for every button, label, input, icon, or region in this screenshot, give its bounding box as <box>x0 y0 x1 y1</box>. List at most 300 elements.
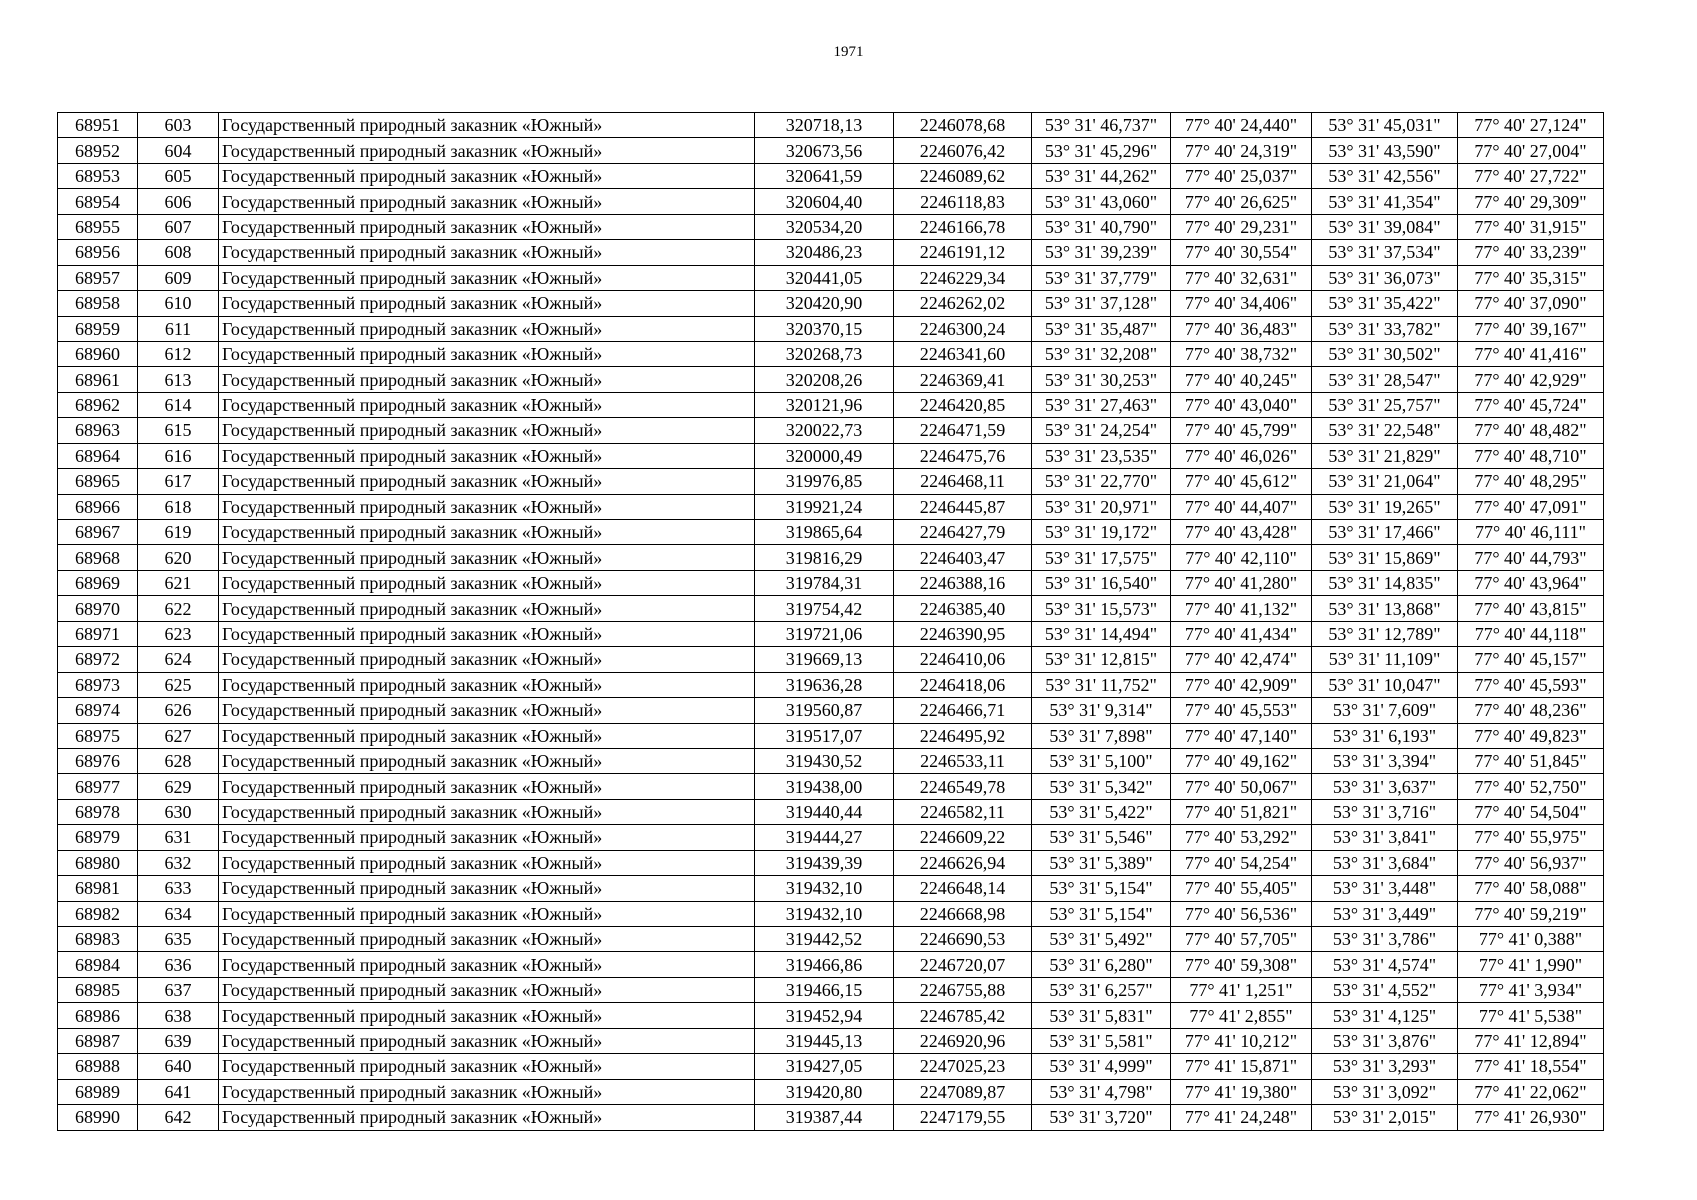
longitude-2-cell: 77° 41' 12,894" <box>1458 1028 1604 1053</box>
territory-name-cell: Государственный природный заказник «Южный» <box>219 316 755 341</box>
y-coordinate-cell: 2246609,22 <box>894 825 1032 850</box>
longitude-1-cell: 77° 40' 24,440" <box>1171 113 1312 138</box>
point-number-cell: 632 <box>138 850 219 875</box>
longitude-1-cell: 77° 40' 43,428" <box>1171 520 1312 545</box>
longitude-2-cell: 77° 40' 51,845" <box>1458 748 1604 773</box>
latitude-2-cell: 53° 31' 15,869" <box>1312 545 1458 570</box>
latitude-1-cell: 53° 31' 5,546" <box>1032 825 1171 850</box>
longitude-2-cell: 77° 40' 48,482" <box>1458 418 1604 443</box>
table-row <box>58 901 1604 926</box>
x-coordinate-cell: 319517,07 <box>755 723 894 748</box>
table-row <box>58 469 1604 494</box>
longitude-1-cell: 77° 40' 55,405" <box>1171 876 1312 901</box>
territory-name-cell: Государственный природный заказник «Южный» <box>219 341 755 366</box>
table-row <box>58 113 1604 138</box>
territory-name-cell: Государственный природный заказник «Южный» <box>219 265 755 290</box>
x-coordinate-cell: 320370,15 <box>755 316 894 341</box>
territory-name-cell: Государственный природный заказник «Южный» <box>219 698 755 723</box>
longitude-1-cell: 77° 40' 45,799" <box>1171 418 1312 443</box>
longitude-2-cell: 77° 40' 47,091" <box>1458 494 1604 519</box>
table-row <box>58 799 1604 824</box>
table-row <box>58 927 1604 952</box>
latitude-1-cell: 53° 31' 30,253" <box>1032 367 1171 392</box>
longitude-1-cell: 77° 40' 25,037" <box>1171 163 1312 188</box>
longitude-2-cell: 77° 40' 35,315" <box>1458 265 1604 290</box>
table-row <box>58 952 1604 977</box>
y-coordinate-cell: 2246390,95 <box>894 621 1032 646</box>
table-row <box>58 520 1604 545</box>
point-number-cell: 627 <box>138 723 219 748</box>
longitude-1-cell: 77° 40' 56,536" <box>1171 901 1312 926</box>
record-id-cell: 68989 <box>58 1079 138 1104</box>
territory-name-cell: Государственный природный заказник «Южный» <box>219 825 755 850</box>
table-row <box>58 1079 1604 1104</box>
territory-name-cell: Государственный природный заказник «Южный» <box>219 392 755 417</box>
x-coordinate-cell: 319440,44 <box>755 799 894 824</box>
latitude-2-cell: 53° 31' 4,574" <box>1312 952 1458 977</box>
table-row <box>58 240 1604 265</box>
y-coordinate-cell: 2246720,07 <box>894 952 1032 977</box>
latitude-2-cell: 53° 31' 17,466" <box>1312 520 1458 545</box>
latitude-2-cell: 53° 31' 41,354" <box>1312 189 1458 214</box>
x-coordinate-cell: 319445,13 <box>755 1028 894 1053</box>
point-number-cell: 636 <box>138 952 219 977</box>
x-coordinate-cell: 320022,73 <box>755 418 894 443</box>
latitude-1-cell: 53° 31' 22,770" <box>1032 469 1171 494</box>
y-coordinate-cell: 2246388,16 <box>894 570 1032 595</box>
y-coordinate-cell: 2246755,88 <box>894 977 1032 1002</box>
record-id-cell: 68982 <box>58 901 138 926</box>
x-coordinate-cell: 319444,27 <box>755 825 894 850</box>
point-number-cell: 623 <box>138 621 219 646</box>
x-coordinate-cell: 319430,52 <box>755 748 894 773</box>
record-id-cell: 68984 <box>58 952 138 977</box>
point-number-cell: 605 <box>138 163 219 188</box>
latitude-2-cell: 53° 31' 3,841" <box>1312 825 1458 850</box>
table-row <box>58 698 1604 723</box>
y-coordinate-cell: 2246420,85 <box>894 392 1032 417</box>
point-number-cell: 625 <box>138 672 219 697</box>
latitude-2-cell: 53° 31' 43,590" <box>1312 138 1458 163</box>
point-number-cell: 606 <box>138 189 219 214</box>
record-id-cell: 68965 <box>58 469 138 494</box>
longitude-1-cell: 77° 40' 32,631" <box>1171 265 1312 290</box>
table-row <box>58 418 1604 443</box>
x-coordinate-cell: 319560,87 <box>755 698 894 723</box>
longitude-1-cell: 77° 41' 19,380" <box>1171 1079 1312 1104</box>
record-id-cell: 68981 <box>58 876 138 901</box>
latitude-1-cell: 53° 31' 16,540" <box>1032 570 1171 595</box>
longitude-2-cell: 77° 40' 49,823" <box>1458 723 1604 748</box>
latitude-1-cell: 53° 31' 6,280" <box>1032 952 1171 977</box>
point-number-cell: 631 <box>138 825 219 850</box>
y-coordinate-cell: 2246668,98 <box>894 901 1032 926</box>
longitude-1-cell: 77° 40' 45,553" <box>1171 698 1312 723</box>
latitude-2-cell: 53° 31' 13,868" <box>1312 596 1458 621</box>
latitude-1-cell: 53° 31' 5,422" <box>1032 799 1171 824</box>
point-number-cell: 603 <box>138 113 219 138</box>
latitude-1-cell: 53° 31' 5,342" <box>1032 774 1171 799</box>
x-coordinate-cell: 320000,49 <box>755 443 894 468</box>
longitude-2-cell: 77° 40' 41,416" <box>1458 341 1604 366</box>
latitude-1-cell: 53° 31' 37,779" <box>1032 265 1171 290</box>
y-coordinate-cell: 2246300,24 <box>894 316 1032 341</box>
territory-name-cell: Государственный природный заказник «Южный» <box>219 977 755 1002</box>
latitude-1-cell: 53° 31' 44,262" <box>1032 163 1171 188</box>
table-row <box>58 825 1604 850</box>
y-coordinate-cell: 2246495,92 <box>894 723 1032 748</box>
x-coordinate-cell: 320604,40 <box>755 189 894 214</box>
point-number-cell: 607 <box>138 214 219 239</box>
longitude-1-cell: 77° 41' 1,251" <box>1171 977 1312 1002</box>
longitude-1-cell: 77° 40' 47,140" <box>1171 723 1312 748</box>
longitude-1-cell: 77° 40' 29,231" <box>1171 214 1312 239</box>
table-row <box>58 265 1604 290</box>
point-number-cell: 641 <box>138 1079 219 1104</box>
longitude-2-cell: 77° 40' 33,239" <box>1458 240 1604 265</box>
latitude-1-cell: 53° 31' 12,815" <box>1032 647 1171 672</box>
y-coordinate-cell: 2246690,53 <box>894 927 1032 952</box>
y-coordinate-cell: 2246920,96 <box>894 1028 1032 1053</box>
longitude-2-cell: 77° 40' 37,090" <box>1458 291 1604 316</box>
x-coordinate-cell: 319439,39 <box>755 850 894 875</box>
point-number-cell: 630 <box>138 799 219 824</box>
latitude-2-cell: 53° 31' 35,422" <box>1312 291 1458 316</box>
latitude-1-cell: 53° 31' 39,239" <box>1032 240 1171 265</box>
point-number-cell: 614 <box>138 392 219 417</box>
point-number-cell: 609 <box>138 265 219 290</box>
longitude-2-cell: 77° 40' 46,111" <box>1458 520 1604 545</box>
longitude-2-cell: 77° 40' 43,964" <box>1458 570 1604 595</box>
table-row <box>58 1003 1604 1028</box>
latitude-1-cell: 53° 31' 27,463" <box>1032 392 1171 417</box>
record-id-cell: 68951 <box>58 113 138 138</box>
x-coordinate-cell: 319636,28 <box>755 672 894 697</box>
y-coordinate-cell: 2246648,14 <box>894 876 1032 901</box>
record-id-cell: 68953 <box>58 163 138 188</box>
table-row <box>58 621 1604 646</box>
latitude-2-cell: 53° 31' 7,609" <box>1312 698 1458 723</box>
table-row <box>58 545 1604 570</box>
territory-name-cell: Государственный природный заказник «Южный» <box>219 163 755 188</box>
x-coordinate-cell: 319387,44 <box>755 1105 894 1130</box>
x-coordinate-cell: 319466,15 <box>755 977 894 1002</box>
record-id-cell: 68964 <box>58 443 138 468</box>
territory-name-cell: Государственный природный заказник «Южный» <box>219 520 755 545</box>
point-number-cell: 628 <box>138 748 219 773</box>
longitude-1-cell: 77° 40' 42,110" <box>1171 545 1312 570</box>
latitude-1-cell: 53° 31' 32,208" <box>1032 341 1171 366</box>
longitude-1-cell: 77° 40' 41,434" <box>1171 621 1312 646</box>
y-coordinate-cell: 2246466,71 <box>894 698 1032 723</box>
latitude-2-cell: 53° 31' 4,552" <box>1312 977 1458 1002</box>
latitude-1-cell: 53° 31' 20,971" <box>1032 494 1171 519</box>
latitude-1-cell: 53° 31' 23,535" <box>1032 443 1171 468</box>
table-row <box>58 850 1604 875</box>
record-id-cell: 68966 <box>58 494 138 519</box>
record-id-cell: 68978 <box>58 799 138 824</box>
y-coordinate-cell: 2246076,42 <box>894 138 1032 163</box>
territory-name-cell: Государственный природный заказник «Южный» <box>219 901 755 926</box>
table-row <box>58 316 1604 341</box>
x-coordinate-cell: 319466,86 <box>755 952 894 977</box>
longitude-2-cell: 77° 40' 48,710" <box>1458 443 1604 468</box>
record-id-cell: 68975 <box>58 723 138 748</box>
latitude-1-cell: 53° 31' 37,128" <box>1032 291 1171 316</box>
longitude-1-cell: 77° 41' 2,855" <box>1171 1003 1312 1028</box>
longitude-2-cell: 77° 40' 48,236" <box>1458 698 1604 723</box>
table-row <box>58 596 1604 621</box>
point-number-cell: 635 <box>138 927 219 952</box>
table-row <box>58 341 1604 366</box>
territory-name-cell: Государственный природный заказник «Южный» <box>219 1028 755 1053</box>
x-coordinate-cell: 320486,23 <box>755 240 894 265</box>
longitude-1-cell: 77° 40' 41,280" <box>1171 570 1312 595</box>
record-id-cell: 68977 <box>58 774 138 799</box>
territory-name-cell: Государственный природный заказник «Южный» <box>219 469 755 494</box>
longitude-2-cell: 77° 40' 27,004" <box>1458 138 1604 163</box>
latitude-1-cell: 53° 31' 15,573" <box>1032 596 1171 621</box>
y-coordinate-cell: 2246471,59 <box>894 418 1032 443</box>
x-coordinate-cell: 320534,20 <box>755 214 894 239</box>
y-coordinate-cell: 2247179,55 <box>894 1105 1032 1130</box>
latitude-1-cell: 53° 31' 4,999" <box>1032 1054 1171 1079</box>
latitude-1-cell: 53° 31' 5,154" <box>1032 876 1171 901</box>
table-row <box>58 1028 1604 1053</box>
longitude-1-cell: 77° 40' 50,067" <box>1171 774 1312 799</box>
latitude-2-cell: 53° 31' 19,265" <box>1312 494 1458 519</box>
y-coordinate-cell: 2246468,11 <box>894 469 1032 494</box>
latitude-2-cell: 53° 31' 45,031" <box>1312 113 1458 138</box>
record-id-cell: 68988 <box>58 1054 138 1079</box>
y-coordinate-cell: 2247089,87 <box>894 1079 1032 1104</box>
y-coordinate-cell: 2246089,62 <box>894 163 1032 188</box>
longitude-1-cell: 77° 40' 43,040" <box>1171 392 1312 417</box>
x-coordinate-cell: 319442,52 <box>755 927 894 952</box>
table-row <box>58 291 1604 316</box>
record-id-cell: 68956 <box>58 240 138 265</box>
table-row <box>58 748 1604 773</box>
longitude-1-cell: 77° 40' 26,625" <box>1171 189 1312 214</box>
territory-name-cell: Государственный природный заказник «Южный» <box>219 113 755 138</box>
territory-name-cell: Государственный природный заказник «Южный» <box>219 927 755 952</box>
x-coordinate-cell: 319721,06 <box>755 621 894 646</box>
x-coordinate-cell: 320718,13 <box>755 113 894 138</box>
point-number-cell: 622 <box>138 596 219 621</box>
latitude-2-cell: 53° 31' 2,015" <box>1312 1105 1458 1130</box>
point-number-cell: 639 <box>138 1028 219 1053</box>
territory-name-cell: Государственный природный заказник «Южный» <box>219 418 755 443</box>
longitude-2-cell: 77° 41' 26,930" <box>1458 1105 1604 1130</box>
x-coordinate-cell: 320441,05 <box>755 265 894 290</box>
longitude-2-cell: 77° 40' 58,088" <box>1458 876 1604 901</box>
latitude-1-cell: 53° 31' 6,257" <box>1032 977 1171 1002</box>
latitude-2-cell: 53° 31' 37,534" <box>1312 240 1458 265</box>
longitude-2-cell: 77° 40' 56,937" <box>1458 850 1604 875</box>
territory-name-cell: Государственный природный заказник «Южный» <box>219 748 755 773</box>
longitude-2-cell: 77° 40' 59,219" <box>1458 901 1604 926</box>
x-coordinate-cell: 319921,24 <box>755 494 894 519</box>
latitude-2-cell: 53° 31' 14,835" <box>1312 570 1458 595</box>
territory-name-cell: Государственный природный заказник «Южный» <box>219 1079 755 1104</box>
table-row <box>58 672 1604 697</box>
territory-name-cell: Государственный природный заказник «Южный» <box>219 1003 755 1028</box>
latitude-2-cell: 53° 31' 3,637" <box>1312 774 1458 799</box>
latitude-1-cell: 53° 31' 35,487" <box>1032 316 1171 341</box>
y-coordinate-cell: 2246341,60 <box>894 341 1032 366</box>
table-row <box>58 494 1604 519</box>
record-id-cell: 68976 <box>58 748 138 773</box>
record-id-cell: 68957 <box>58 265 138 290</box>
point-number-cell: 638 <box>138 1003 219 1028</box>
longitude-1-cell: 77° 40' 59,308" <box>1171 952 1312 977</box>
point-number-cell: 629 <box>138 774 219 799</box>
point-number-cell: 621 <box>138 570 219 595</box>
territory-name-cell: Государственный природный заказник «Южный» <box>219 672 755 697</box>
y-coordinate-cell: 2246262,02 <box>894 291 1032 316</box>
latitude-2-cell: 53° 31' 42,556" <box>1312 163 1458 188</box>
record-id-cell: 68974 <box>58 698 138 723</box>
record-id-cell: 68973 <box>58 672 138 697</box>
point-number-cell: 640 <box>138 1054 219 1079</box>
record-id-cell: 68958 <box>58 291 138 316</box>
x-coordinate-cell: 319420,80 <box>755 1079 894 1104</box>
territory-name-cell: Государственный природный заказник «Южный» <box>219 596 755 621</box>
record-id-cell: 68967 <box>58 520 138 545</box>
y-coordinate-cell: 2246445,87 <box>894 494 1032 519</box>
latitude-2-cell: 53° 31' 4,125" <box>1312 1003 1458 1028</box>
point-number-cell: 613 <box>138 367 219 392</box>
y-coordinate-cell: 2246118,83 <box>894 189 1032 214</box>
latitude-1-cell: 53° 31' 43,060" <box>1032 189 1171 214</box>
longitude-1-cell: 77° 40' 44,407" <box>1171 494 1312 519</box>
latitude-1-cell: 53° 31' 14,494" <box>1032 621 1171 646</box>
record-id-cell: 68986 <box>58 1003 138 1028</box>
longitude-1-cell: 77° 41' 24,248" <box>1171 1105 1312 1130</box>
point-number-cell: 624 <box>138 647 219 672</box>
record-id-cell: 68990 <box>58 1105 138 1130</box>
territory-name-cell: Государственный природный заказник «Южный» <box>219 952 755 977</box>
y-coordinate-cell: 2246410,06 <box>894 647 1032 672</box>
latitude-2-cell: 53° 31' 3,786" <box>1312 927 1458 952</box>
table-row <box>58 977 1604 1002</box>
latitude-2-cell: 53° 31' 3,448" <box>1312 876 1458 901</box>
table-row <box>58 214 1604 239</box>
latitude-1-cell: 53° 31' 5,831" <box>1032 1003 1171 1028</box>
point-number-cell: 618 <box>138 494 219 519</box>
latitude-2-cell: 53° 31' 39,084" <box>1312 214 1458 239</box>
x-coordinate-cell: 319816,29 <box>755 545 894 570</box>
y-coordinate-cell: 2246166,78 <box>894 214 1032 239</box>
table-row <box>58 876 1604 901</box>
page-number: 1971 <box>833 44 864 60</box>
record-id-cell: 68961 <box>58 367 138 392</box>
longitude-1-cell: 77° 40' 34,406" <box>1171 291 1312 316</box>
latitude-1-cell: 53° 31' 7,898" <box>1032 723 1171 748</box>
latitude-1-cell: 53° 31' 5,100" <box>1032 748 1171 773</box>
longitude-1-cell: 77° 40' 36,483" <box>1171 316 1312 341</box>
longitude-1-cell: 77° 40' 42,474" <box>1171 647 1312 672</box>
record-id-cell: 68955 <box>58 214 138 239</box>
x-coordinate-cell: 319427,05 <box>755 1054 894 1079</box>
table-row <box>58 1054 1604 1079</box>
longitude-2-cell: 77° 41' 18,554" <box>1458 1054 1604 1079</box>
latitude-1-cell: 53° 31' 9,314" <box>1032 698 1171 723</box>
longitude-1-cell: 77° 40' 51,821" <box>1171 799 1312 824</box>
point-number-cell: 608 <box>138 240 219 265</box>
territory-name-cell: Государственный природный заказник «Южный» <box>219 1105 755 1130</box>
latitude-2-cell: 53° 31' 36,073" <box>1312 265 1458 290</box>
latitude-1-cell: 53° 31' 24,254" <box>1032 418 1171 443</box>
record-id-cell: 68952 <box>58 138 138 163</box>
longitude-2-cell: 77° 41' 3,934" <box>1458 977 1604 1002</box>
latitude-2-cell: 53° 31' 30,502" <box>1312 341 1458 366</box>
longitude-2-cell: 77° 40' 45,157" <box>1458 647 1604 672</box>
territory-name-cell: Государственный природный заказник «Южный» <box>219 1054 755 1079</box>
latitude-1-cell: 53° 31' 5,581" <box>1032 1028 1171 1053</box>
longitude-2-cell: 77° 40' 54,504" <box>1458 799 1604 824</box>
longitude-2-cell: 77° 41' 0,388" <box>1458 927 1604 952</box>
record-id-cell: 68971 <box>58 621 138 646</box>
latitude-1-cell: 53° 31' 46,737" <box>1032 113 1171 138</box>
record-id-cell: 68960 <box>58 341 138 366</box>
latitude-2-cell: 53° 31' 11,109" <box>1312 647 1458 672</box>
territory-name-cell: Государственный природный заказник «Южный» <box>219 774 755 799</box>
table-body <box>58 113 1604 1131</box>
y-coordinate-cell: 2246078,68 <box>894 113 1032 138</box>
territory-name-cell: Государственный природный заказник «Южный» <box>219 367 755 392</box>
longitude-2-cell: 77° 40' 48,295" <box>1458 469 1604 494</box>
point-number-cell: 626 <box>138 698 219 723</box>
territory-name-cell: Государственный природный заказник «Южный» <box>219 240 755 265</box>
territory-name-cell: Государственный природный заказник «Южный» <box>219 545 755 570</box>
point-number-cell: 616 <box>138 443 219 468</box>
point-number-cell: 610 <box>138 291 219 316</box>
longitude-2-cell: 77° 41' 22,062" <box>1458 1079 1604 1104</box>
y-coordinate-cell: 2246626,94 <box>894 850 1032 875</box>
territory-name-cell: Государственный природный заказник «Южный» <box>219 214 755 239</box>
territory-name-cell: Государственный природный заказник «Южный» <box>219 189 755 214</box>
territory-name-cell: Государственный природный заказник «Южный» <box>219 621 755 646</box>
y-coordinate-cell: 2246418,06 <box>894 672 1032 697</box>
longitude-1-cell: 77° 40' 30,554" <box>1171 240 1312 265</box>
longitude-1-cell: 77° 40' 57,705" <box>1171 927 1312 952</box>
record-id-cell: 68980 <box>58 850 138 875</box>
point-number-cell: 617 <box>138 469 219 494</box>
point-number-cell: 604 <box>138 138 219 163</box>
record-id-cell: 68987 <box>58 1028 138 1053</box>
territory-name-cell: Государственный природный заказник «Южный» <box>219 850 755 875</box>
y-coordinate-cell: 2246533,11 <box>894 748 1032 773</box>
latitude-2-cell: 53° 31' 25,757" <box>1312 392 1458 417</box>
point-number-cell: 615 <box>138 418 219 443</box>
table-row <box>58 1105 1604 1130</box>
point-number-cell: 619 <box>138 520 219 545</box>
longitude-2-cell: 77° 40' 27,124" <box>1458 113 1604 138</box>
record-id-cell: 68970 <box>58 596 138 621</box>
territory-name-cell: Государственный природный заказник «Южный» <box>219 799 755 824</box>
x-coordinate-cell: 320420,90 <box>755 291 894 316</box>
longitude-1-cell: 77° 40' 46,026" <box>1171 443 1312 468</box>
x-coordinate-cell: 319432,10 <box>755 876 894 901</box>
record-id-cell: 68954 <box>58 189 138 214</box>
y-coordinate-cell: 2246549,78 <box>894 774 1032 799</box>
longitude-2-cell: 77° 40' 45,593" <box>1458 672 1604 697</box>
y-coordinate-cell: 2246229,34 <box>894 265 1032 290</box>
territory-name-cell: Государственный природный заказник «Южный» <box>219 723 755 748</box>
y-coordinate-cell: 2246403,47 <box>894 545 1032 570</box>
x-coordinate-cell: 320641,59 <box>755 163 894 188</box>
